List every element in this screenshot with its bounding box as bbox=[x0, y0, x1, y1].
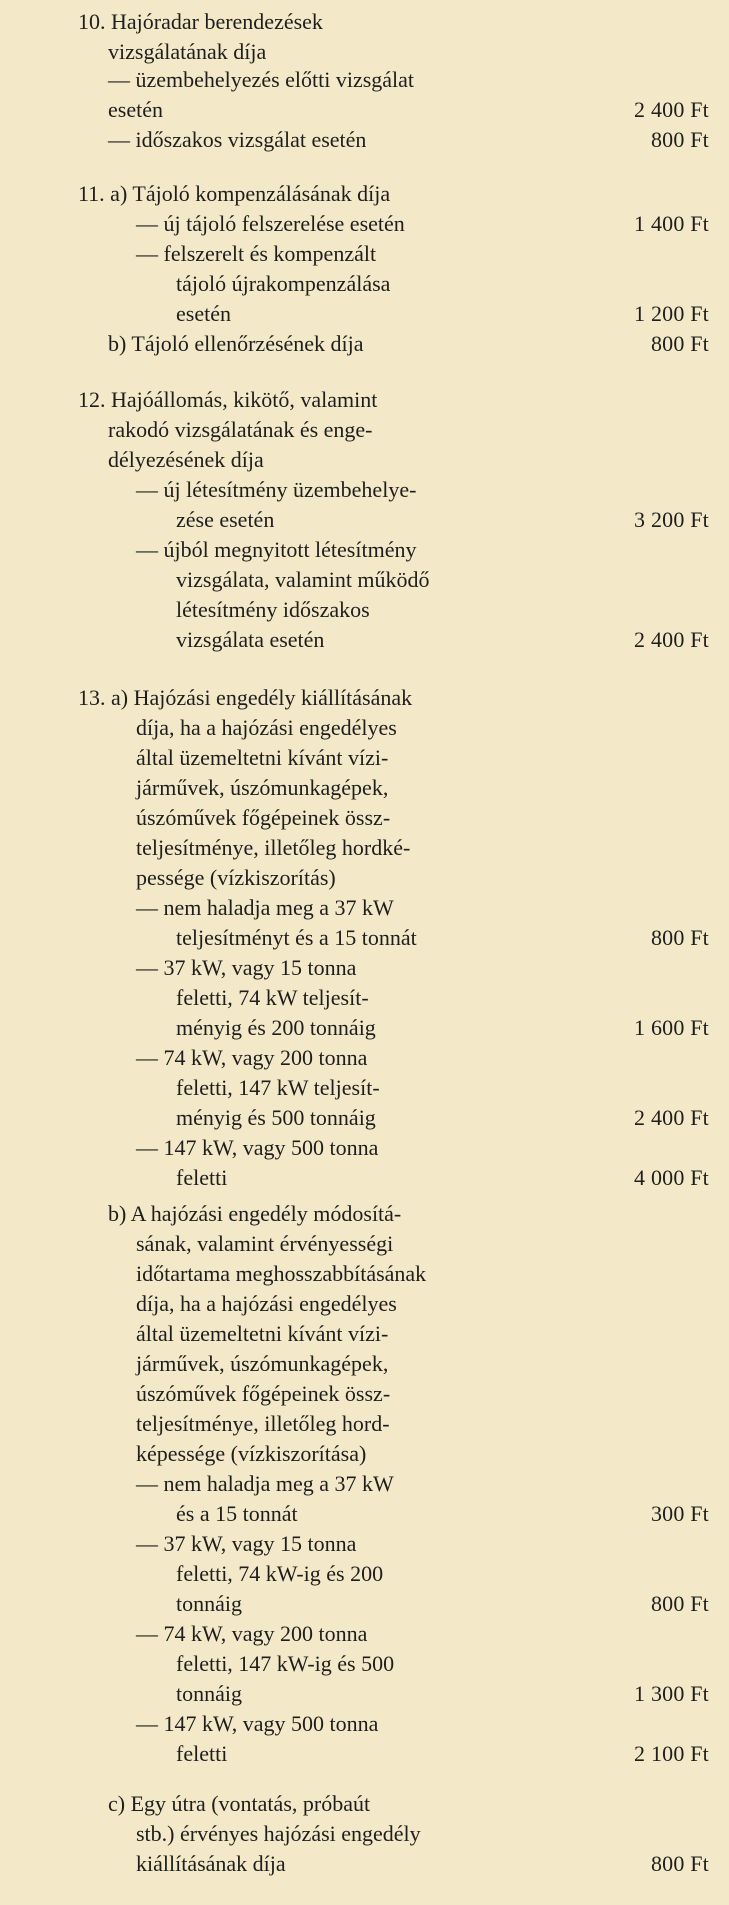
text-line bbox=[0, 1380, 729, 1408]
line-text: ményig és 200 tonnáig bbox=[176, 1015, 376, 1040]
line-text: kiállításának díja bbox=[136, 1851, 286, 1876]
line-text: feletti bbox=[176, 1741, 228, 1766]
text-line bbox=[0, 476, 729, 504]
line-text: járművek, úszómunkagépek, bbox=[136, 1351, 389, 1376]
text-line bbox=[0, 1590, 729, 1618]
line-text: — újból megnyitott létesítmény bbox=[136, 537, 417, 562]
line-text: teljesítménye, illetőleg hord- bbox=[136, 1411, 390, 1436]
line-text: feletti bbox=[176, 1165, 228, 1190]
line-text: teljesítménye, illetőleg hordké- bbox=[136, 835, 411, 860]
text-line bbox=[0, 1620, 729, 1648]
line-text: tájoló újrakompenzálása bbox=[176, 271, 391, 296]
text-line bbox=[0, 1410, 729, 1438]
line-text: által üzemeltetni kívánt vízi- bbox=[136, 745, 389, 770]
text-line bbox=[0, 38, 729, 66]
line-text: úszóművek főgépeinek össz- bbox=[136, 1381, 391, 1406]
line-amount: 2 400 Ft bbox=[634, 1105, 709, 1130]
line-text: vizsgálatának díja bbox=[108, 39, 267, 64]
text-line bbox=[0, 1134, 729, 1162]
text-line bbox=[0, 744, 729, 772]
line-text: 13. a) Hajózási engedély kiállításának bbox=[78, 685, 413, 710]
line-text: — 147 kW, vagy 500 tonna bbox=[136, 1135, 379, 1160]
text-line bbox=[0, 1820, 729, 1848]
line-text: rakodó vizsgálatának és enge- bbox=[108, 417, 373, 442]
line-text: időtartama meghosszabbításának bbox=[136, 1261, 427, 1286]
line-text: — nem haladja meg a 37 kW bbox=[136, 1471, 394, 1496]
line-text: — felszerelt és kompenzált bbox=[136, 241, 377, 266]
line-amount: 3 200 Ft bbox=[634, 507, 709, 532]
text-line bbox=[0, 1650, 729, 1678]
text-line bbox=[0, 1500, 729, 1528]
text-line bbox=[0, 714, 729, 742]
line-text: 11. a) Tájoló kompenzálásának díja bbox=[78, 181, 391, 206]
text-line bbox=[0, 1260, 729, 1288]
line-text: — új tájoló felszerelése esetén bbox=[136, 211, 405, 236]
line-text: úszóművek főgépeinek össz- bbox=[136, 805, 391, 830]
line-text: zése esetén bbox=[176, 507, 275, 532]
text-line bbox=[0, 300, 729, 328]
text-line bbox=[0, 210, 729, 238]
text-line bbox=[0, 1350, 729, 1378]
line-text: feletti, 74 kW-ig és 200 bbox=[176, 1561, 384, 1586]
line-text: — 74 kW, vagy 200 tonna bbox=[136, 1045, 368, 1070]
text-line bbox=[0, 774, 729, 802]
line-text: esetén bbox=[108, 97, 163, 122]
line-text: — időszakos vizsgálat esetén bbox=[108, 127, 367, 152]
line-amount: 2 100 Ft bbox=[634, 1741, 709, 1766]
text-line bbox=[0, 330, 729, 358]
text-line bbox=[0, 954, 729, 982]
line-text: — 37 kW, vagy 15 tonna bbox=[136, 1531, 357, 1556]
line-text: pessége (vízkiszorítás) bbox=[136, 865, 336, 890]
line-text: tonnáig bbox=[176, 1591, 242, 1616]
text-line bbox=[0, 1074, 729, 1102]
text-line bbox=[0, 924, 729, 952]
line-text: képessége (vízkiszorítása) bbox=[136, 1441, 367, 1466]
line-amount: 800 Ft bbox=[650, 1851, 709, 1876]
text-line bbox=[0, 1850, 729, 1878]
text-line bbox=[0, 1440, 729, 1468]
line-text: esetén bbox=[176, 301, 231, 326]
line-text: sának, valamint érvényességi bbox=[136, 1231, 394, 1256]
text-line bbox=[0, 1200, 729, 1228]
text-line bbox=[0, 1470, 729, 1498]
text-line bbox=[0, 1044, 729, 1072]
line-amount: 1 300 Ft bbox=[634, 1681, 709, 1706]
text-line bbox=[0, 804, 729, 832]
line-text: járművek, úszómunkagépek, bbox=[136, 775, 389, 800]
text-line bbox=[0, 1230, 729, 1258]
line-text: létesítmény időszakos bbox=[176, 597, 370, 622]
line-amount: 800 Ft bbox=[650, 925, 709, 950]
text-line bbox=[0, 1740, 729, 1768]
text-line bbox=[0, 126, 729, 154]
line-text: teljesítményt és a 15 tonnát bbox=[176, 925, 417, 950]
line-amount: 300 Ft bbox=[650, 1501, 709, 1526]
line-text: vizsgálata, valamint működő bbox=[176, 567, 430, 592]
text-line bbox=[0, 626, 729, 654]
text-line bbox=[0, 1790, 729, 1818]
text-line bbox=[0, 566, 729, 594]
text-line bbox=[0, 180, 729, 208]
line-amount: 800 Ft bbox=[650, 127, 709, 152]
line-text: — új létesítmény üzembehelye- bbox=[136, 477, 417, 502]
line-text: c) Egy útra (vontatás, próbaút bbox=[108, 1791, 371, 1816]
text-line bbox=[0, 66, 729, 94]
line-text: — 147 kW, vagy 500 tonna bbox=[136, 1711, 379, 1736]
text-line bbox=[0, 1530, 729, 1558]
line-text: vizsgálata esetén bbox=[176, 627, 325, 652]
line-text: ményig és 500 tonnáig bbox=[176, 1105, 376, 1130]
text-line bbox=[0, 894, 729, 922]
line-text: — 37 kW, vagy 15 tonna bbox=[136, 955, 357, 980]
line-amount: 800 Ft bbox=[650, 331, 709, 356]
line-text: — üzembehelyezés előtti vizsgálat bbox=[108, 67, 415, 92]
text-line bbox=[0, 446, 729, 474]
line-amount: 1 200 Ft bbox=[634, 301, 709, 326]
line-amount: 800 Ft bbox=[650, 1591, 709, 1616]
text-line bbox=[0, 834, 729, 862]
text-line bbox=[0, 684, 729, 712]
text-line bbox=[0, 1560, 729, 1588]
text-line bbox=[0, 416, 729, 444]
line-text: tonnáig bbox=[176, 1681, 242, 1706]
line-text: stb.) érvényes hajózási engedély bbox=[136, 1821, 421, 1846]
line-text: b) Tájoló ellenőrzésének díja bbox=[108, 331, 364, 356]
line-text: 10. Hajóradar berendezések bbox=[78, 9, 323, 34]
line-amount: 2 400 Ft bbox=[634, 627, 709, 652]
line-text: feletti, 147 kW teljesít- bbox=[176, 1075, 380, 1100]
line-amount: 4 000 Ft bbox=[634, 1165, 709, 1190]
text-line bbox=[0, 984, 729, 1012]
text-line bbox=[0, 240, 729, 268]
line-text: díja, ha a hajózási engedélyes bbox=[136, 1291, 397, 1316]
line-text: 12. Hajóállomás, kikötő, valamint bbox=[78, 387, 378, 412]
text-line bbox=[0, 1290, 729, 1318]
line-amount: 2 400 Ft bbox=[634, 97, 709, 122]
text-line bbox=[0, 596, 729, 624]
text-line bbox=[0, 1680, 729, 1708]
text-line bbox=[0, 536, 729, 564]
text-line bbox=[0, 1320, 729, 1348]
line-text: — nem haladja meg a 37 kW bbox=[136, 895, 394, 920]
text-line bbox=[0, 1164, 729, 1192]
text-line bbox=[0, 8, 729, 36]
text-line bbox=[0, 1014, 729, 1042]
line-text: b) A hajózási engedély módosítá- bbox=[108, 1201, 402, 1226]
line-text: — 74 kW, vagy 200 tonna bbox=[136, 1621, 368, 1646]
text-line bbox=[0, 270, 729, 298]
line-text: által üzemeltetni kívánt vízi- bbox=[136, 1321, 389, 1346]
text-line bbox=[0, 1104, 729, 1132]
line-text: délyezésének díja bbox=[108, 447, 264, 472]
text-line bbox=[0, 96, 729, 124]
text-line bbox=[0, 864, 729, 892]
text-line bbox=[0, 1710, 729, 1738]
line-text: és a 15 tonnát bbox=[176, 1501, 298, 1526]
line-text: feletti, 147 kW-ig és 500 bbox=[176, 1651, 395, 1676]
text-line bbox=[0, 386, 729, 414]
text-line bbox=[0, 506, 729, 534]
line-text: feletti, 74 kW teljesít- bbox=[176, 985, 369, 1010]
line-amount: 1 600 Ft bbox=[634, 1015, 709, 1040]
line-text: díja, ha a hajózási engedélyes bbox=[136, 715, 397, 740]
line-amount: 1 400 Ft bbox=[634, 211, 709, 236]
